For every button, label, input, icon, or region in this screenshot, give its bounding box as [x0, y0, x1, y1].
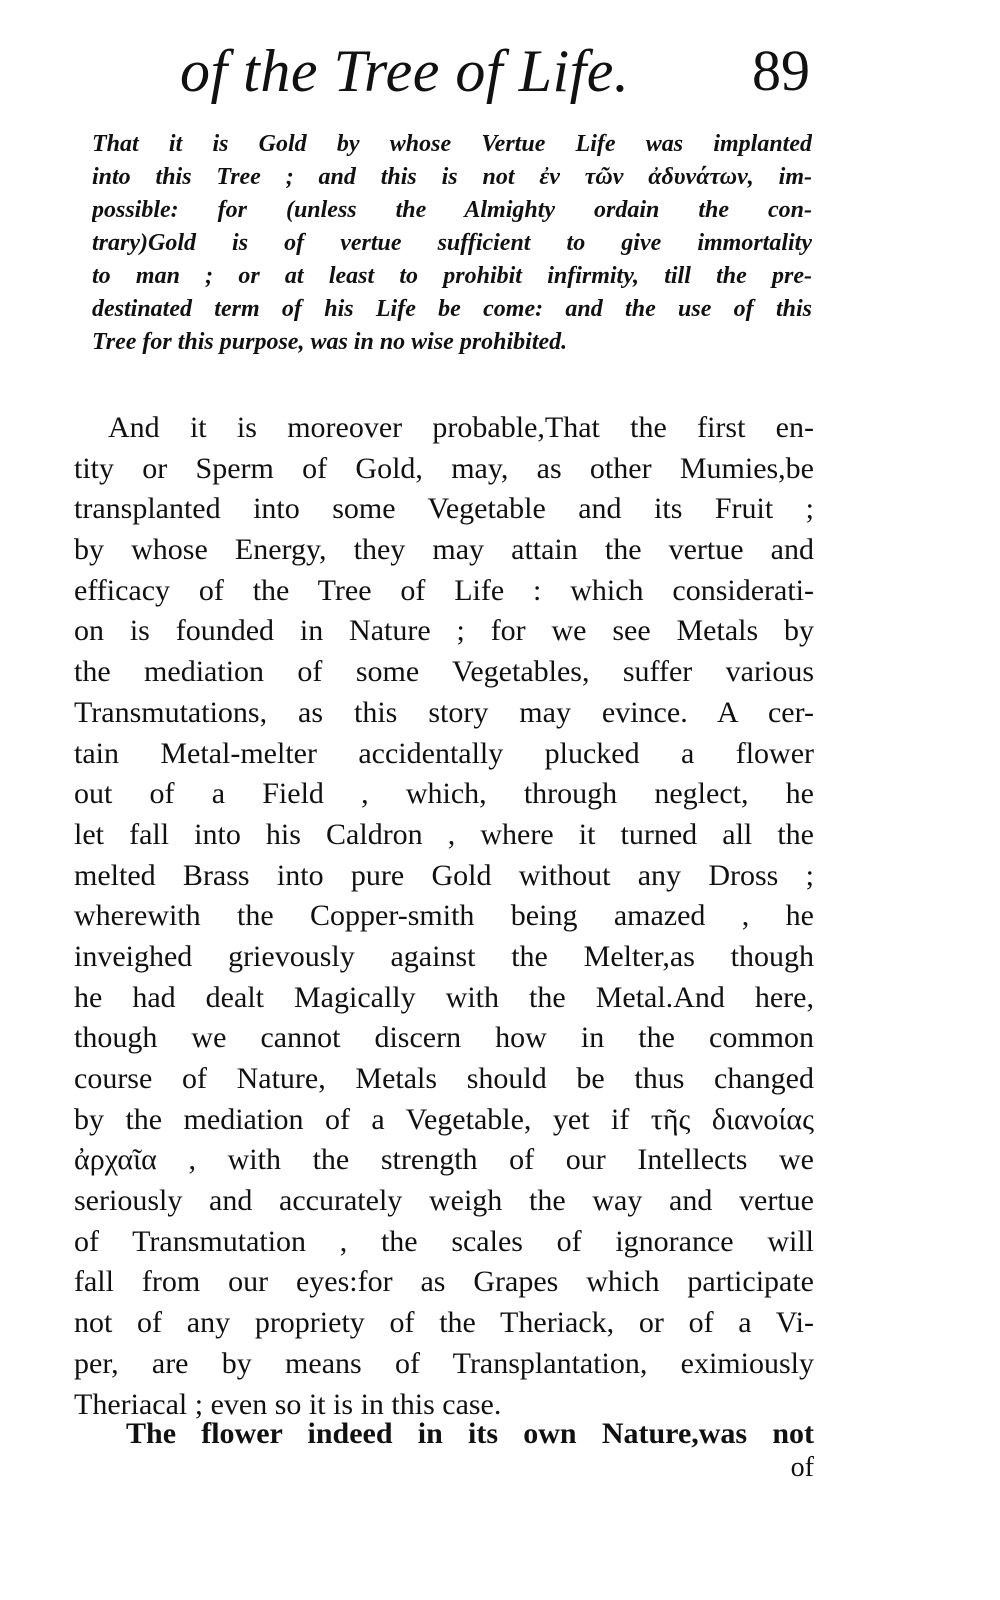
- text-line: The flower indeed in its own Nature,was not: [126, 1417, 814, 1450]
- text-line: Transmutations, as this story may evince. A cer-: [74, 695, 814, 729]
- running-head: [150, 26, 810, 116]
- text-line: tity or Sperm of Gold, may, as other Mumies,be: [74, 451, 814, 485]
- text-line: transplanted into some Vegetable and its Fruit ;: [74, 492, 814, 526]
- text-line: fall from our eyes:for as Grapes which participate: [74, 1265, 814, 1299]
- text-line: on is founded in Nature ; for we see Metals by: [74, 614, 814, 648]
- text-line: tain Metal-melter accidentally plucked a flower: [74, 736, 814, 770]
- catchword: of: [790, 1452, 814, 1483]
- next-paragraph: [74, 1414, 814, 1454]
- text-line: And it is moreover probable,That the first en-: [108, 411, 814, 444]
- text-line: though we cannot discern how in the common: [74, 1021, 814, 1055]
- page-number: 89: [752, 38, 810, 103]
- text-line: not of any propriety of the Theriack, or of a Vi-: [74, 1306, 814, 1340]
- text-line: destinated term of his Life be come: and the use of this: [92, 296, 812, 322]
- text-line: course of Nature, Metals should be thus changed: [74, 1062, 814, 1095]
- text-line: of Transmutation , the scales of ignorance will: [74, 1224, 814, 1258]
- text-line: Theriacal ; even so it is in this case.: [74, 1387, 502, 1421]
- italic-paragraph: [92, 128, 812, 359]
- text-line: into this Tree ; and this is not ἐν τῶν ἀδυνάτων, im-: [92, 164, 812, 190]
- text-line: efficacy of the Tree of Life : which considerati-: [74, 573, 814, 607]
- text-line: by the mediation of a Vegetable, yet if τῆς διανοίας: [74, 1102, 814, 1136]
- text-line: to man ; or at least to prohibit infirmity, till the pre-: [92, 263, 812, 289]
- text-line: trary)Gold is of vertue sufficient to give immortality: [92, 230, 812, 256]
- text-line: the mediation of some Vegetables, suffer various: [74, 655, 814, 689]
- main-paragraph: [74, 408, 814, 1425]
- text-line: inveighed grievously against the Melter,as though: [74, 939, 814, 973]
- text-line: seriously and accurately weigh the way and vertue: [74, 1184, 814, 1218]
- text-line: Tree for this purpose, was in no wise prohibited.: [92, 329, 568, 355]
- text-line: out of a Field , which, through neglect, he: [74, 777, 814, 811]
- text-line: wherewith the Copper-smith being amazed , he: [74, 899, 814, 933]
- text-line: per, are by means of Transplantation, eximiously: [74, 1346, 814, 1380]
- running-title: of the Tree of Life.: [180, 38, 630, 104]
- text-line: let fall into his Caldron , where it turned all the: [74, 817, 814, 851]
- text-line: That it is Gold by whose Vertue Life was implanted: [92, 131, 812, 157]
- text-line: he had dealt Magically with the Metal.And here,: [74, 980, 814, 1014]
- text-line: ἀρχαῖα , with the strength of our Intellects we: [74, 1143, 814, 1177]
- text-line: possible: for (unless the Almighty ordain the con-: [92, 197, 812, 223]
- text-line: by whose Energy, they may attain the vertue and: [74, 533, 814, 567]
- text-line: melted Brass into pure Gold without any Dross ;: [74, 858, 814, 892]
